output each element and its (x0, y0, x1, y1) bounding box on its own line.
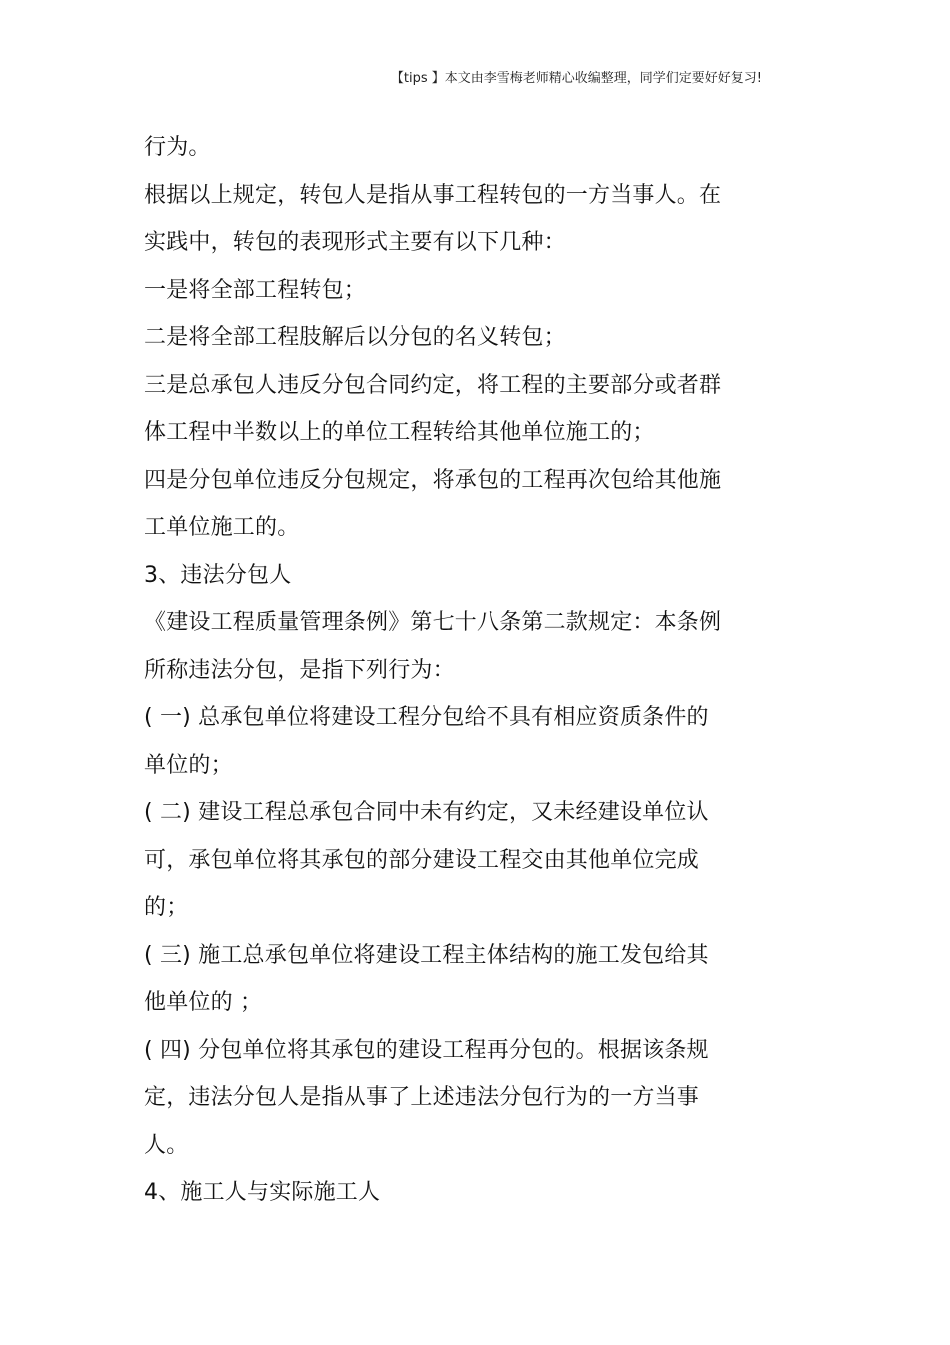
text-line: 可，承包单位将其承包的部分建设工程交由其他单位完成 (144, 847, 700, 873)
document-body (144, 124, 744, 1217)
text-line: 一是将全部工程转包； (144, 277, 367, 303)
text-line: 根据以上规定，转包人是指从事工程转包的一方当事人。在 (144, 182, 722, 208)
text-line: 四是分包单位违反分包规定，将承包的工程再次包给其他施 (144, 467, 722, 493)
text-line: 定，违法分包人是指从事了上述违法分包行为的一方当事 (144, 1085, 700, 1110)
section-heading: 4、施工人与实际施工人 (144, 1180, 381, 1205)
header-tips-note: 【tips 】本文由李雪梅老师精心收编整理，同学们定要好好复习! (390, 71, 762, 86)
section-heading: 3、违法分包人 (144, 562, 292, 588)
text-line: 的； (144, 895, 189, 920)
text-line: 三是总承包人违反分包合同约定，将工程的主要部分或者群 (144, 372, 722, 398)
text-line: 行为。 (144, 135, 211, 160)
text-line: 体工程中半数以上的单位工程转给其他单位施工的； (144, 420, 655, 445)
text-line: 人。 (144, 1132, 189, 1158)
text-line: ( 二) 建设工程总承包合同中未有约定，又未经建设单位认 (144, 800, 709, 825)
text-line: ( 三) 施工总承包单位将建设工程主体结构的施工发包给其 (144, 942, 709, 968)
text-line: 《建设工程质量管理条例》第七十八条第二款规定：本条例 (144, 610, 722, 635)
text-line: ( 四) 分包单位将其承包的建设工程再分包的。根据该条规 (144, 1037, 709, 1063)
text-line: 实践中，转包的表现形式主要有以下几种： (144, 230, 566, 255)
text-line: 单位的； (144, 752, 233, 778)
text-line: 工单位施工的。 (144, 515, 300, 540)
text-line: 二是将全部工程肢解后以分包的名义转包； (144, 325, 566, 350)
text-line: ( 一) 总承包单位将建设工程分包给不具有相应资质条件的 (144, 705, 709, 730)
text-line: 他单位的 ； (144, 990, 263, 1015)
text-line: 所称违法分包，是指下列行为： (144, 657, 455, 683)
